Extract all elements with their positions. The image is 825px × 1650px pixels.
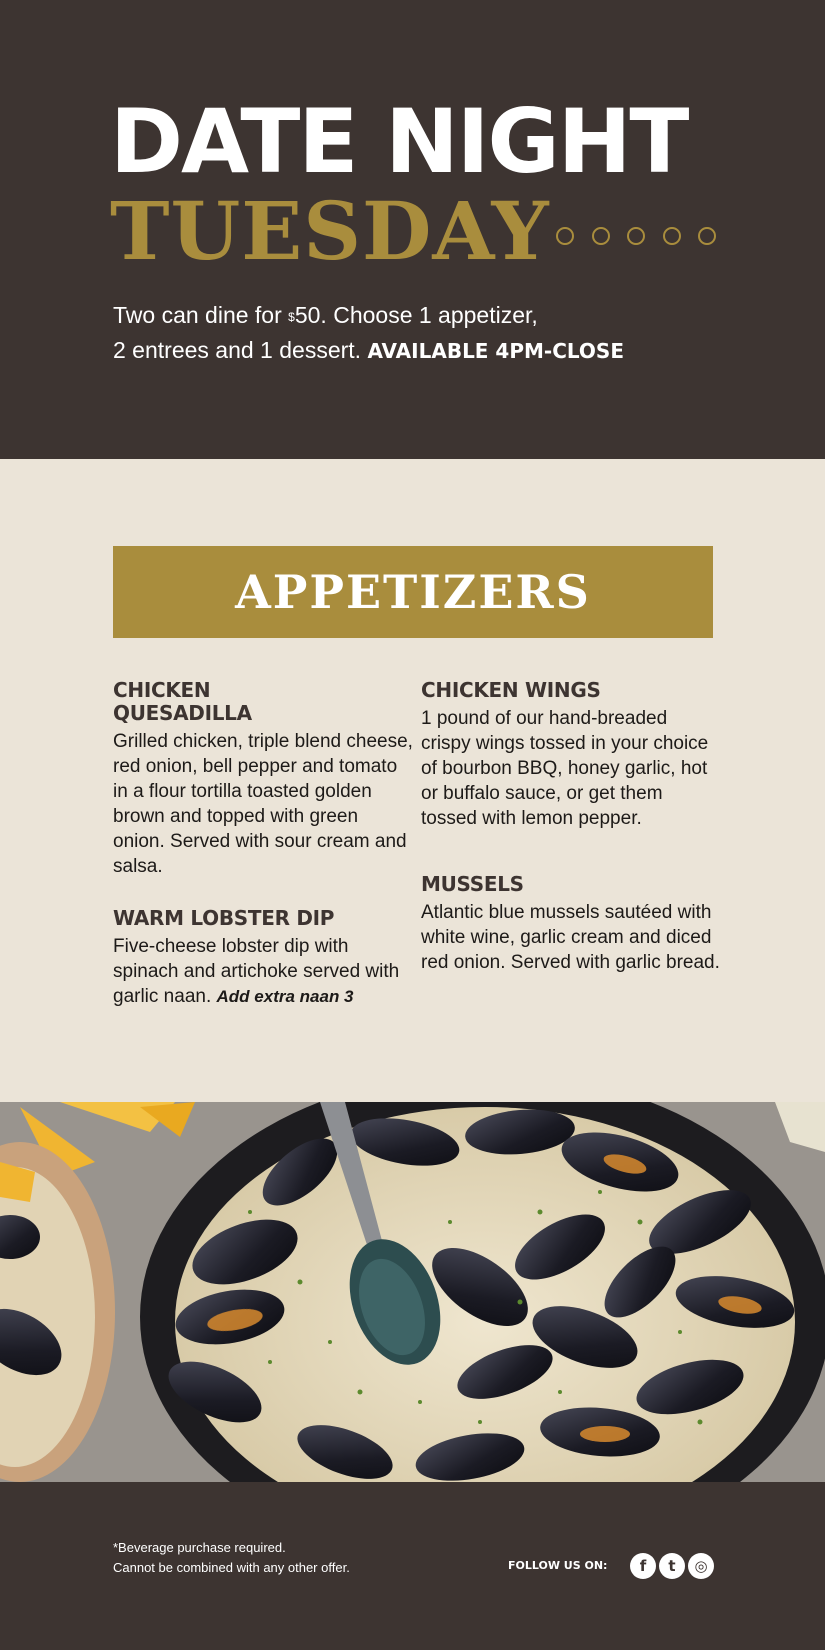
intro-text-part2: 2 entrees and 1 dessert. (113, 337, 368, 363)
title-tuesday: TUESDAY (110, 184, 550, 278)
appetizers-heading: APPETIZERS (235, 565, 591, 619)
menu-item-description: 1 pound of our hand-breaded crispy wings tossed in your choice of bourbon BBQ, honey garlic, hot or buffalo sauce, or get them tossed with lemon pepper. (421, 708, 709, 829)
menu-item-name: CHICKEN QUESADILLA (113, 678, 252, 725)
dot-ornament (698, 227, 716, 245)
menu-item (113, 907, 413, 1009)
twitter-icon[interactable]: t (659, 1553, 685, 1579)
menu-item-description (113, 934, 413, 1009)
menu-item-name: CHICKEN WINGS (421, 678, 601, 702)
social-links (630, 1553, 714, 1579)
dot-ornament (592, 227, 610, 245)
menu-item (421, 873, 721, 975)
instagram-icon[interactable]: ◎ (688, 1553, 714, 1579)
availability-text: AVAILABLE 4PM-CLOSE (367, 339, 624, 363)
menu-item-name: MUSSELS (421, 872, 524, 896)
dot-ornament (663, 227, 681, 245)
facebook-icon[interactable]: f (630, 1553, 656, 1579)
disclaimer (113, 1538, 413, 1578)
menu-item-description-text: Five-cheese lobster dip with spinach and artichoke served with garlic naan. (113, 936, 400, 1007)
disclaimer-line: *Beverage purchase required. (113, 1540, 286, 1555)
follow-us-label: FOLLOW US ON: (508, 1559, 608, 1572)
header (0, 0, 825, 459)
menu-item-name: WARM LOBSTER DIP (113, 906, 335, 930)
appetizers-section (0, 459, 825, 1102)
appetizers-banner (113, 546, 713, 638)
offer-intro (113, 298, 713, 370)
intro-text-part1: Two can dine for (113, 302, 289, 328)
dot-ornament (627, 227, 645, 245)
mussels-photo (0, 1102, 825, 1482)
menu-item (113, 679, 413, 879)
mussels-photo-illustration (0, 1102, 825, 1482)
dollar-sign: $ (288, 310, 295, 324)
menu-item-extra: Add extra naan 3 (216, 987, 354, 1006)
decorative-dots (556, 227, 716, 245)
disclaimer-line: Cannot be combined with any other offer. (113, 1560, 350, 1575)
menu-item (421, 679, 721, 831)
dot-ornament (556, 227, 574, 245)
title-date-night: DATE NIGHT (110, 90, 688, 193)
menu-item-description: Grilled chicken, triple blend cheese, red onion, bell pepper and tomato in a flour tortilla toasted golden brown and topped with green onion. Served with sour cream and salsa. (113, 731, 413, 877)
menu-item-description: Atlantic blue mussels sautéed with white wine, garlic cream and diced red onion. Served with garlic bread. (421, 902, 720, 973)
intro-price-text: 50. Choose 1 appetizer, (294, 302, 538, 328)
footer (0, 1482, 825, 1650)
